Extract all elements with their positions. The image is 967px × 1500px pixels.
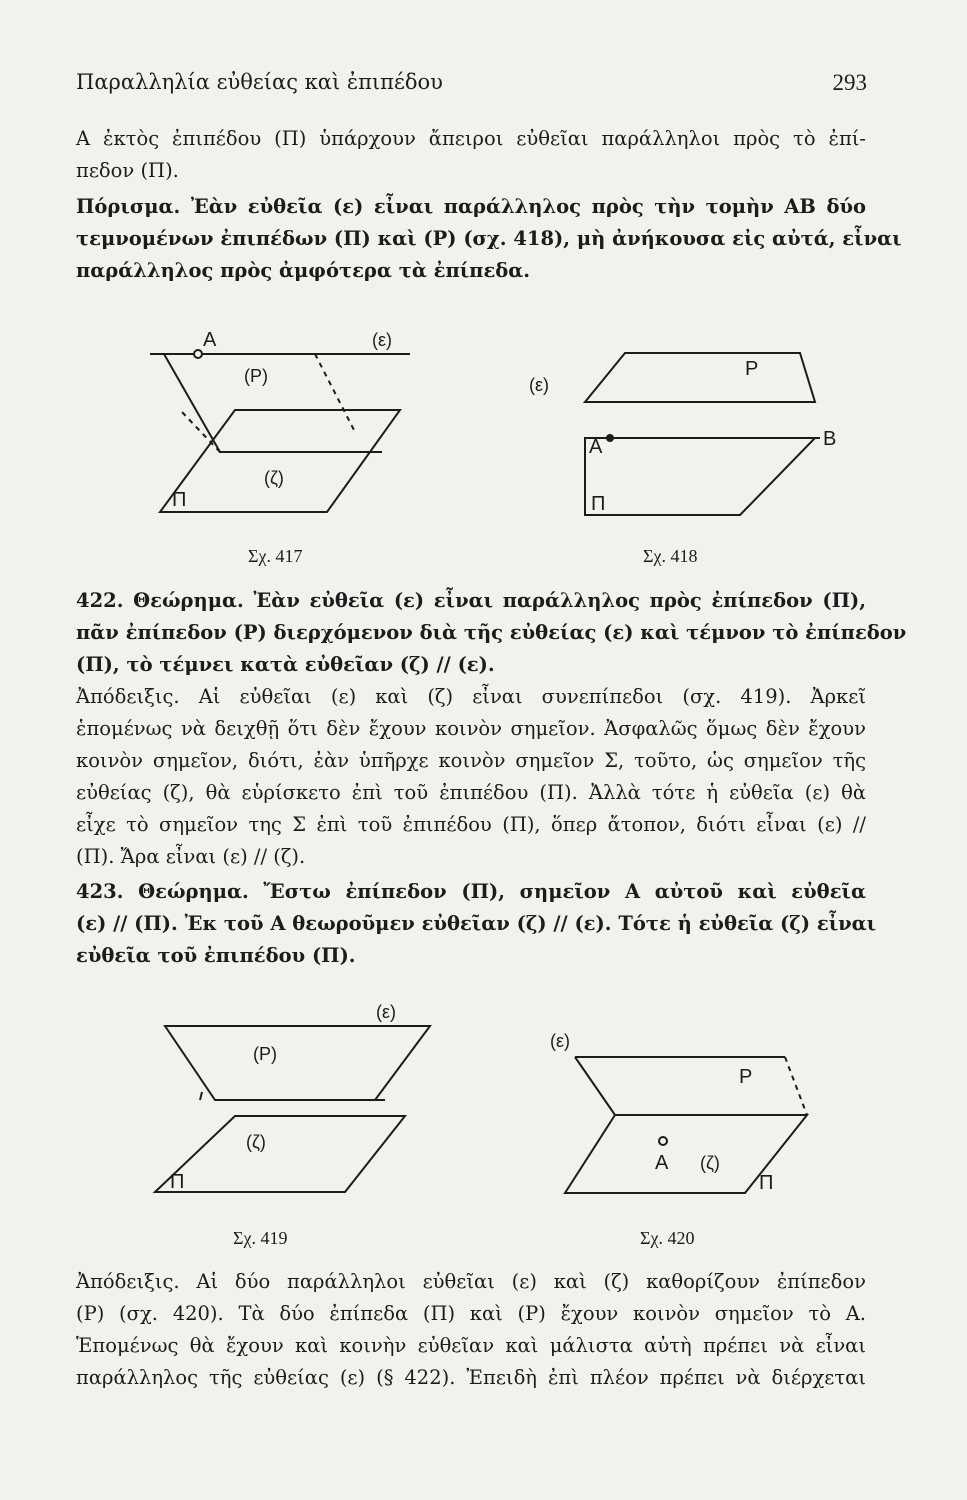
text-line: εὐθείας (ζ), θὰ εὑρίσκετο ἐπὶ τοῦ ἐπιπέδου (Π). Ἀλλὰ τότε ἡ εὐθεῖα (ε) θὰ bbox=[76, 781, 866, 804]
label-a: A bbox=[589, 436, 603, 458]
plane-pi bbox=[585, 438, 815, 515]
text-line: 423. Θεώρημα. Ἔστω ἐπίπεδον (Π), σημεῖον Α αὐτοῦ καὶ εὐθεῖα bbox=[76, 880, 866, 903]
text-line: (Π), τὸ τέμνει κατὰ εὐθεῖαν (ζ) // (ε). bbox=[76, 653, 495, 676]
figure-419 bbox=[140, 1000, 460, 1230]
page-number: 293 bbox=[832, 70, 867, 95]
label-pi: Π bbox=[591, 493, 606, 515]
text-line: Α ἐκτὸς ἐπιπέδου (Π) ὑπάρχουν ἄπειροι εὐθεῖαι παράλληλοι πρὸς τὸ ἐπί- bbox=[76, 127, 866, 150]
text-line: (Π). Ἄρα εἶναι (ε) // (ζ). bbox=[76, 845, 306, 868]
intro-paragraph bbox=[76, 123, 866, 187]
text-line: παράλληλος τῆς εὐθείας (ε) (§ 422). Ἐπειδὴ ἐπὶ πλέον πρέπει νὰ διέρχεται bbox=[76, 1366, 866, 1389]
plane-p bbox=[585, 353, 815, 402]
caption-417: Σχ. 417 bbox=[248, 546, 303, 566]
label-z: (ζ) bbox=[700, 1153, 720, 1173]
label-p: P bbox=[745, 358, 759, 380]
label-e: (ε) bbox=[529, 375, 550, 395]
label-p: (P) bbox=[244, 366, 268, 386]
plane-p-hidden-edge bbox=[315, 354, 355, 432]
plane-p-edges bbox=[164, 354, 382, 452]
text-line: πεδον (Π). bbox=[76, 159, 179, 182]
text-line: τεμνομένων ἐπιπέδων (Π) καὶ (Ρ) (σχ. 418), μὴ ἀνήκουσα εἰς αὐτά, εἶναι bbox=[76, 227, 902, 250]
text-line: ἑπομένως νὰ δειχθῇ ὅτι δὲν ἔχουν κοινὸν σημεῖον. Ἀσφαλῶς ὅμως δὲν ἔχουν bbox=[76, 717, 866, 740]
caption-419: Σχ. 419 bbox=[233, 1228, 288, 1248]
caption-418: Σχ. 418 bbox=[643, 546, 698, 566]
plane-p bbox=[165, 1026, 430, 1100]
figure-420 bbox=[545, 1025, 845, 1235]
label-pi: Π bbox=[170, 1171, 185, 1193]
text-line: Ἑπομένως θὰ ἔχουν καὶ κοινὴν εὐθεῖαν καὶ μάλιστα αὐτὴ πρέπει νὰ εἶναι bbox=[76, 1334, 866, 1357]
text-line: Πόρισμα. Ἐὰν εὐθεῖα (ε) εἶναι παράλληλος πρὸς τὴν τομὴν ΑΒ δύο bbox=[76, 195, 866, 218]
figure-417 bbox=[150, 320, 430, 540]
text-line: 422. Θεώρημα. Ἐὰν εὐθεῖα (ε) εἶναι παράλληλος πρὸς ἐπίπεδον (Π), bbox=[76, 589, 866, 612]
plane-p-hidden-edge bbox=[785, 1057, 807, 1115]
label-p: P bbox=[739, 1066, 753, 1088]
label-pi: Π bbox=[172, 489, 187, 511]
plane-p-tick bbox=[200, 1092, 202, 1100]
running-title: Παραλληλία εὐθείας καὶ ἐπιπέδου bbox=[76, 70, 443, 94]
figure-418 bbox=[529, 325, 845, 540]
point-a bbox=[659, 1137, 667, 1145]
text-line: πᾶν ἐπίπεδον (Ρ) διερχόμενον διὰ τῆς εὐθείας (ε) καὶ τέμνον τὸ ἐπίπεδον bbox=[76, 621, 907, 644]
caption-420: Σχ. 420 bbox=[640, 1228, 695, 1248]
text-line: κοινὸν σημεῖον, διότι, ἐὰν ὑπῆρχε κοινὸν σημεῖον Σ, τοῦτο, ὡς σημεῖον τῆς bbox=[76, 749, 866, 772]
proof-423 bbox=[76, 1266, 866, 1394]
label-z: (ζ) bbox=[264, 468, 284, 488]
plane-p-edge bbox=[575, 1057, 615, 1115]
plane-pi bbox=[160, 410, 400, 512]
label-e: (ε) bbox=[376, 1002, 397, 1022]
label-a: A bbox=[203, 329, 217, 351]
label-e: (ε) bbox=[372, 330, 393, 350]
label-a: A bbox=[655, 1152, 669, 1174]
label-b: B bbox=[823, 428, 837, 450]
text-line: Ἀπόδειξις. Αἱ δύο παράλληλοι εὐθεῖαι (ε) καὶ (ζ) καθορίζουν ἐπίπεδον bbox=[76, 1270, 866, 1293]
text-line: εὐθεῖα τοῦ ἐπιπέδου (Π). bbox=[76, 944, 356, 967]
label-z: (ζ) bbox=[246, 1132, 266, 1152]
text-line: (ε) // (Π). Ἐκ τοῦ Α θεωροῦμεν εὐθεῖαν (ζ) // (ε). Τότε ἡ εὐθεῖα (ζ) εἶναι bbox=[76, 912, 877, 935]
point-a bbox=[194, 350, 202, 358]
running-header bbox=[76, 70, 867, 94]
theorem-422 bbox=[76, 585, 907, 681]
label-pi: Π bbox=[759, 1172, 774, 1194]
text-line: εἶχε τὸ σημεῖον της Σ ἐπὶ τοῦ ἐπιπέδου (Π), ὅπερ ἄτοπον, διότι εἶναι (ε) // bbox=[76, 813, 866, 836]
label-p: (P) bbox=[253, 1044, 277, 1064]
proof-422 bbox=[76, 681, 866, 873]
text-line: Ἀπόδειξις. Αἱ εὐθεῖαι (ε) καὶ (ζ) εἶναι συνεπίπεδοι (σχ. 419). Ἀρκεῖ bbox=[76, 685, 866, 708]
point-a bbox=[606, 434, 614, 442]
plane-pi bbox=[155, 1116, 405, 1192]
text-line: παράλληλος πρὸς ἀμφότερα τὰ ἐπίπεδα. bbox=[76, 259, 531, 282]
label-e: (ε) bbox=[550, 1031, 571, 1051]
text-line: (Ρ) (σχ. 420). Τὰ δύο ἐπίπεδα (Π) καὶ (Ρ) ἔχουν κοινὸν σημεῖον τὸ Α. bbox=[76, 1302, 866, 1325]
theorem-423 bbox=[76, 876, 877, 972]
porisma-paragraph bbox=[76, 191, 902, 287]
